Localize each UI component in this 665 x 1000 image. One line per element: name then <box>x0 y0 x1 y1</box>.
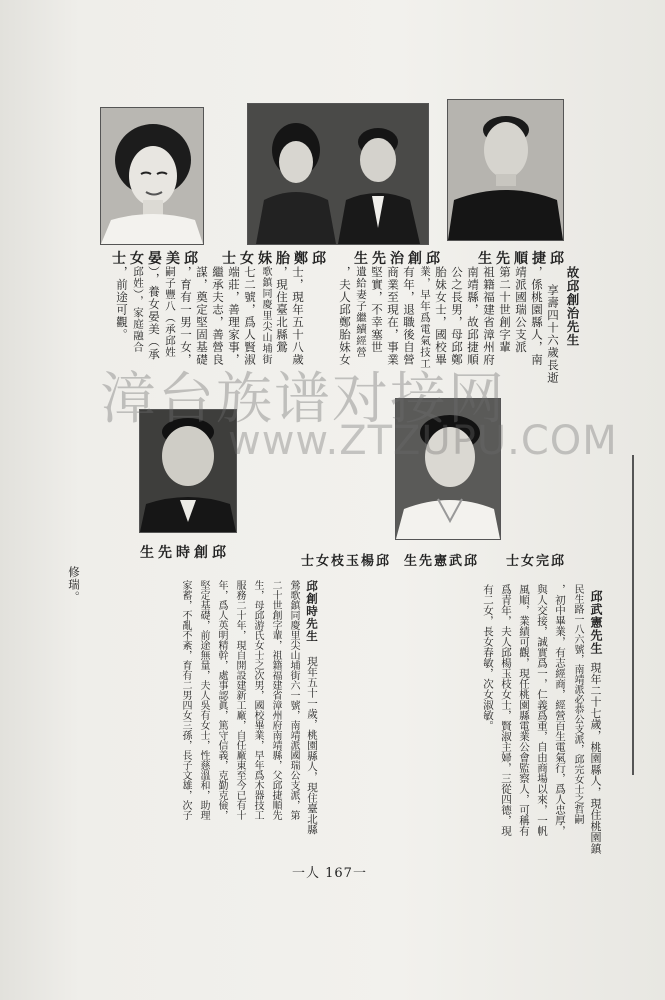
page-number: 一人 167一 <box>292 866 367 881</box>
text-column: 年，爲人英明精幹，處事認眞，篤守信義，克勤克儉， <box>216 580 227 820</box>
text-column: 士，現年五十八歲 <box>291 266 305 366</box>
text-column: 公之長男，母邱鄭 <box>450 266 464 366</box>
text-column: ，係桃園縣人，南 <box>530 266 544 366</box>
caption-chuang-shi: 邱創時先生 <box>140 545 230 561</box>
text-column: ，前途可觀。 <box>115 266 129 341</box>
text-column: 業，早年爲電氣技工 <box>419 266 431 370</box>
text-column: 服務二十年，現自開設建新工廠，自任廠東至今已有十 <box>234 580 245 820</box>
text-column: 現年二十七歲，桃園縣人，現住桃園鎮 <box>589 662 602 855</box>
text-column: 修瑞。 <box>67 566 81 604</box>
woman-portrait-icon <box>101 108 203 244</box>
text-column: 胎妹女士，國校畢 <box>434 266 448 366</box>
text-column: 嗣子豐八（承邱姓 <box>164 266 176 358</box>
text-column: 南靖縣，故邱捷順 <box>466 266 480 366</box>
text-column: 堅定基礎，前途無量，夫人吳有女士，性慈溫和，助理 <box>198 580 209 820</box>
caption-zheng-tai-mei: 邱鄭胎妹女士 <box>222 251 330 267</box>
text-column: 堅實，不幸塞世 <box>370 266 384 354</box>
watermark-site-name: 漳台族谱对接网 <box>100 367 506 432</box>
text-column: ，夫人邱鄭胎妹女 <box>338 266 352 366</box>
text-column: ，初中畢業，有志經商，經營百生電氣行，爲人忠厚， <box>554 584 566 836</box>
text-column: 歌鎮同慶里尖山埔街 <box>260 266 271 365</box>
heading-chuang-zhi-obituary: 故邱創治先生 <box>565 266 580 347</box>
text-column: 二十世創字輩，祖籍福建省漳州府南靖縣，父邱捷順先 <box>270 580 281 820</box>
caption-yang-yu-zhi: 邱楊玉枝女士 <box>301 554 392 569</box>
caption-wu-xian: 邱武憲先生 <box>404 554 480 569</box>
text-column: 與人交接，誠實爲一，仁義爲重，自由商場以來，一帆 <box>536 584 548 836</box>
text-column: 遺給妻子繼續經營 <box>355 266 367 358</box>
heading-chuang-shi: 邱創時先生 <box>305 580 319 643</box>
text-column: ，育有一男一女， <box>179 266 193 366</box>
watermark-site-url: www.ZTZUPU.COM <box>228 418 618 464</box>
text-column: 有二女，長女春敏，次女淑敏。 <box>482 584 494 731</box>
text-column: 繼承夫志，善營良 <box>211 266 225 366</box>
portrait-photo-couple <box>248 104 428 244</box>
text-column: 端莊，善理家事， <box>227 266 241 366</box>
portrait-photo-jie-shun <box>448 100 563 240</box>
text-column: 商業至現在，事業 <box>386 266 400 366</box>
text-column: 風順，業績可觀，現任桃園縣電業公會監察人，可稱有 <box>518 584 530 836</box>
text-column: 生，母邱游氏女士之次男，國校畢業，早年爲木器技工 <box>252 580 263 820</box>
couple-portrait-icon <box>248 104 428 244</box>
text-column: 謀，奠定堅固基礎 <box>195 266 209 366</box>
text-column: 享壽四十六歲長逝 <box>546 284 560 384</box>
text-column: 第二十世創字輩 <box>498 266 512 354</box>
text-column: ），養女晏美（承 <box>147 266 161 361</box>
page-edge-rule <box>632 455 634 775</box>
caption-mei-yan: 邱美晏女士 <box>112 251 202 267</box>
text-column: 現年五十一歲，桃園縣人，現住臺北縣 <box>306 656 318 835</box>
text-column: 鶯歌鎮同慶里尖山埔街六一號，南靖派國瑞公支派，第 <box>288 580 299 820</box>
text-column: ，現住臺北縣鶯 <box>275 266 289 354</box>
text-column: 祖籍福建省漳州府 <box>482 266 496 366</box>
text-column: 爲青年，夫人邱楊玉枝女士，賢淑主婦，三從四德，現 <box>500 584 512 836</box>
text-column: 民生路一八六號，南靖派必恭公支派，邱完女士之哲嗣 <box>572 584 583 824</box>
text-column: 靖派國瑞公支派 <box>514 266 528 354</box>
text-column: 有年，退職後自營 <box>402 266 416 366</box>
caption-wan: 邱完女士 <box>506 554 567 569</box>
portrait-photo-mei-yan <box>101 108 203 244</box>
heading-wu-xian: 邱武憲先生 <box>589 590 603 655</box>
caption-chuang-zhi: 邱創治先生 <box>354 251 444 267</box>
text-column: 邱姓），家庭融合 <box>132 266 144 353</box>
text-column: 七二號，爲人賢淑 <box>243 266 257 366</box>
caption-jie-shun: 邱捷順先生 <box>478 251 568 267</box>
man-portrait-icon <box>448 100 563 240</box>
text-column: 家蓄，不亂不紊，育有二男四女三孫，長子文雄，次子 <box>180 580 191 820</box>
